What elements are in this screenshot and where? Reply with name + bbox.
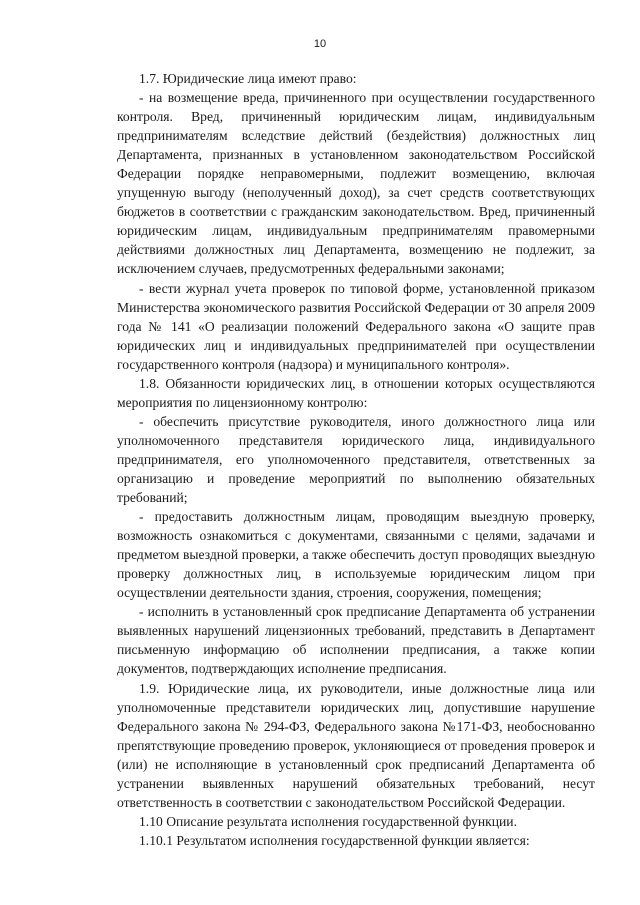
- paragraph-1-7-heading: 1.7. Юридические лица имеют право:: [139, 71, 357, 86]
- document-body: [117, 69, 595, 850]
- paragraph-ensure-presence: - обеспечить присутствие руководителя, иного должностного лица или уполномоченного представителя юридического лица, индивидуального предпринимателя, его уполномоченного представителя, ответственных за организацию и проведение мероприятий по выполнению обязательных требований;: [117, 413, 595, 506]
- page-number: 10: [313, 38, 327, 50]
- paragraph-inspection-log: - вести журнал учета проверок по типовой форме, установленной приказом Министерства экономического развития Российской Федерации от 30 апреля 2009 года № 141 «О реализации положений Федерального закона «О защите прав юридических лиц и индивидуальных предпринимателей при осуществлении государственного контроля (надзора) и муниципального контроля».: [117, 280, 595, 372]
- paragraph-1-10-1: 1.10.1 Результатом исполнения государственной функции является:: [139, 832, 530, 848]
- paragraph-compensation-right: - на возмещение вреда, причиненного при осуществлении государственного контроля. Вред, причиненный юридическим лицам, индивидуальным предпринимателям вследствие действий (бездействия) должностных лиц Департамента, признанных в установленном законодательством Российской Федерации порядке неправомерными, подлежит возмещению, включая упущенную выгоду (неполученный доход), за счет средств соответствующих бюджетов в соответствии с гражданским законодательством. Вред, причиненный юридическим лицам, индивидуальным предпринимателям правомерными действиями должностных лиц Департамента, возмещению не подлежит, за исключением случаев, предусмотренных федеральными законами;: [117, 90, 595, 277]
- paragraph-1-10-heading: 1.10 Описание результата исполнения государственной функции.: [139, 813, 517, 829]
- paragraph-provide-access: - предоставить должностным лицам, проводящим выездную проверку, возможность ознакомиться с документами, связанными с целями, задачами и предметом выездной проверки, а также обеспечить доступ проводящих выездную проверку должностных лиц, в используемые юридическим лицом при осуществлении деятельности здания, строения, сооружения, помещения;: [117, 509, 595, 601]
- paragraph-1-8-heading: 1.8. Обязанности юридических лиц, в отношении которых осуществляются мероприятия по лицензионному контролю:: [117, 375, 595, 410]
- paragraph-1-9-liability: 1.9. Юридические лица, их руководители, иные должностные лица или уполномоченные представители юридических лиц, допустившие нарушение Федерального закона № 294-ФЗ, Федерального закона №171-ФЗ, необоснованно препятствующие проведению проверок, уклоняющиеся от проведения проверок и (или) не исполняющие в установленный срок предписаний Департамента об устранении выявленных нарушений обязательных требований, несут ответственность в соответствии с законодательством Российской Федерации.: [117, 680, 595, 810]
- paragraph-execute-order: - исполнить в установленный срок предписание Департамента об устранении выявленных нарушений лицензионных требований, представить в Департамент письменную информацию об исполнении предписания, а также копии документов, подтверждающих исполнение предписания.: [117, 604, 595, 677]
